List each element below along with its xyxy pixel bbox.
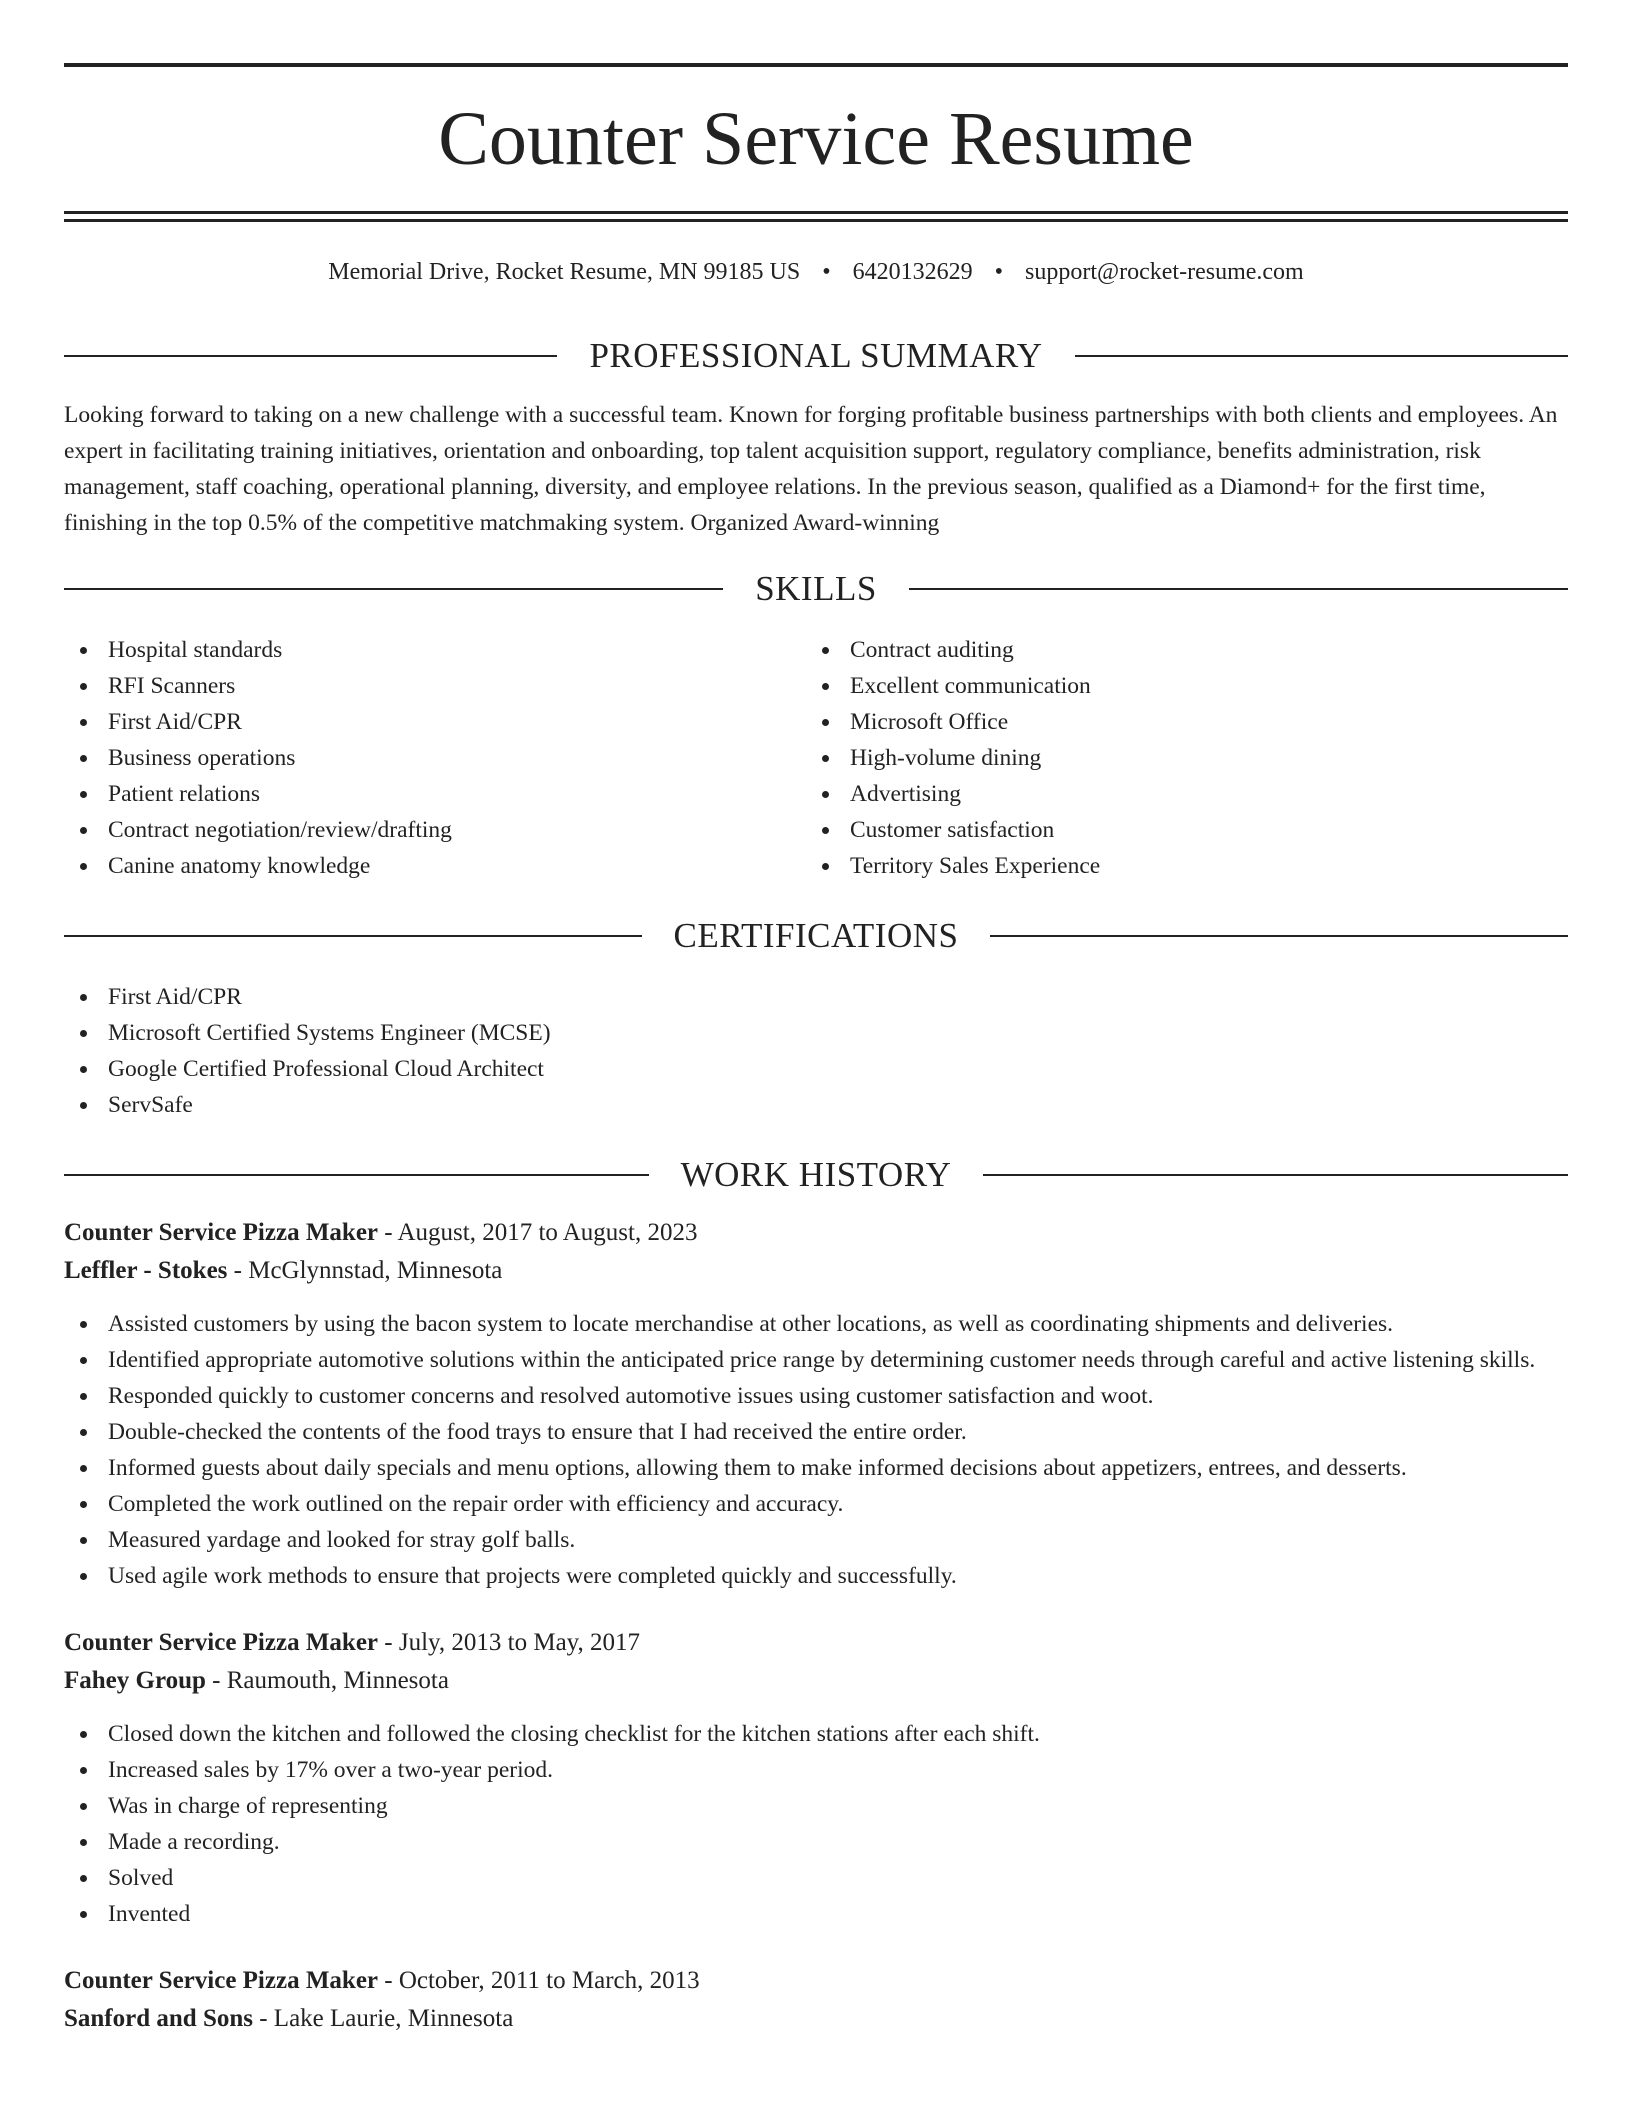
skills-columns [64,632,1568,884]
job-bullet: Double-checked the contents of the food trays to ensure that I had received the entire order. [64,1414,1568,1450]
job-company: Sanford and Sons [64,2005,253,2032]
contact-separator: • [822,259,831,285]
job-title: Counter Service Pizza Maker [64,1219,379,1246]
job-bullet: Solved [64,1860,1568,1896]
job-bullet: Invented [64,1896,1568,1932]
skills-heading-label: SKILLS [755,569,877,608]
job-title-line [64,1624,1568,1662]
job-bullet: Used agile work methods to ensure that projects were completed quickly and successfully. [64,1558,1568,1594]
skill-item: Excellent communication [806,668,1548,704]
resume-name: Counter Service Resume [438,97,1194,181]
skill-item: Customer satisfaction [806,812,1548,848]
skills-heading [64,571,1568,606]
certification-item: ServSafe [64,1087,1568,1123]
summary-heading-label: PROFESSIONAL SUMMARY [589,336,1043,375]
work-history [64,1214,1568,2038]
summary-heading [64,338,1568,373]
skill-item: Hospital standards [64,632,806,668]
contact-line [64,260,1568,284]
header-double-rule [64,211,1568,222]
work-heading-label: WORK HISTORY [680,1155,952,1194]
certifications-heading [64,918,1568,953]
certifications-list [64,979,1568,1123]
contact-email: support@rocket-resume.com [1025,259,1304,285]
job-location: - Raumouth, Minnesota [205,1667,449,1694]
skill-item: Business operations [64,740,806,776]
job-bullet: Increased sales by 17% over a two-year period. [64,1752,1568,1788]
job-title: Counter Service Pizza Maker [64,1629,379,1656]
heading-rule [64,588,723,590]
certification-item: Microsoft Certified Systems Engineer (MCSE) [64,1015,1568,1051]
job-dates: - July, 2013 to May, 2017 [378,1629,641,1656]
job-company: Leffler - Stokes [64,1257,228,1284]
job-location: - McGlynnstad, Minnesota [227,1257,503,1284]
job-entry [64,1214,1568,1594]
heading-rule [983,1174,1568,1176]
job-entry [64,1624,1568,1932]
heading-rule [990,935,1568,937]
resume-page [64,0,1568,2038]
job-company-line [64,1252,1568,1290]
job-company: Fahey Group [64,1667,206,1694]
job-bullet: Assisted customers by using the bacon system to locate merchandise at other locations, as well as coordinating shipments and deliveries. [64,1306,1568,1342]
skills-list-right [806,632,1548,884]
job-entry [64,1962,1568,2038]
job-bullet: Completed the work outlined on the repair order with efficiency and accuracy. [64,1486,1568,1522]
skill-item: RFI Scanners [64,668,806,704]
skill-item: Territory Sales Experience [806,848,1548,884]
job-bullets [64,1716,1568,1932]
job-bullet: Informed guests about daily specials and menu options, allowing them to make informed decisions about appetizers, entrees, and desserts. [64,1450,1568,1486]
job-bullets [64,1306,1568,1594]
certification-item: First Aid/CPR [64,979,1568,1015]
job-bullet: Made a recording. [64,1824,1568,1860]
job-title-line [64,1962,1568,2000]
contact-separator: • [994,259,1004,285]
job-title: Counter Service Pizza Maker [64,1967,379,1994]
job-dates: - October, 2011 to March, 2013 [378,1967,700,1994]
job-company-line [64,2000,1568,2038]
job-location: - Lake Laurie, Minnesota [252,2005,514,2032]
heading-rule [909,588,1568,590]
contact-address: Memorial Drive, Rocket Resume, MN 99185 US [328,259,801,285]
job-title-line [64,1214,1568,1252]
skill-item: High-volume dining [806,740,1548,776]
job-bullet: Measured yardage and looked for stray golf balls. [64,1522,1568,1558]
job-dates: - August, 2017 to August, 2023 [378,1219,698,1246]
skill-item: Contract auditing [806,632,1548,668]
job-bullet: Was in charge of representing [64,1788,1568,1824]
job-company-line [64,1662,1568,1700]
skill-item: Advertising [806,776,1548,812]
work-heading [64,1157,1568,1192]
skill-item: Contract negotiation/review/drafting [64,812,806,848]
certifications-heading-label: CERTIFICATIONS [673,916,959,955]
summary-text: Looking forward to taking on a new challenge with a successful team. Known for forging profitable business partnerships with both clients and employees. An expert in facilitating training initiatives, orientation and onboarding, top talent acquisition support, regulatory compliance, benefits administration, risk management, staff coaching, operational planning, diversity, and employee relations. In the previous season, qualified as a Diamond+ for the first time, finishing in the top 0.5% of the competitive matchmaking system. Organized Award-winning [64,402,1558,536]
heading-rule [64,1174,649,1176]
skill-item: Microsoft Office [806,704,1548,740]
heading-rule [1075,355,1568,357]
skills-list-left [64,632,806,884]
job-bullet: Closed down the kitchen and followed the closing checklist for the kitchen stations after each shift. [64,1716,1568,1752]
skill-item: Canine anatomy knowledge [64,848,806,884]
skill-item: First Aid/CPR [64,704,806,740]
skill-item: Patient relations [64,776,806,812]
job-bullet: Identified appropriate automotive solutions within the anticipated price range by determining customer needs through careful and active listening skills. [64,1342,1568,1378]
certification-item: Google Certified Professional Cloud Architect [64,1051,1568,1087]
job-bullet: Responded quickly to customer concerns and resolved automotive issues using customer satisfaction and woot. [64,1378,1568,1414]
heading-rule [64,935,642,937]
contact-phone: 6420132629 [852,259,973,285]
heading-rule [64,355,557,357]
header-top-rule [64,63,1568,67]
